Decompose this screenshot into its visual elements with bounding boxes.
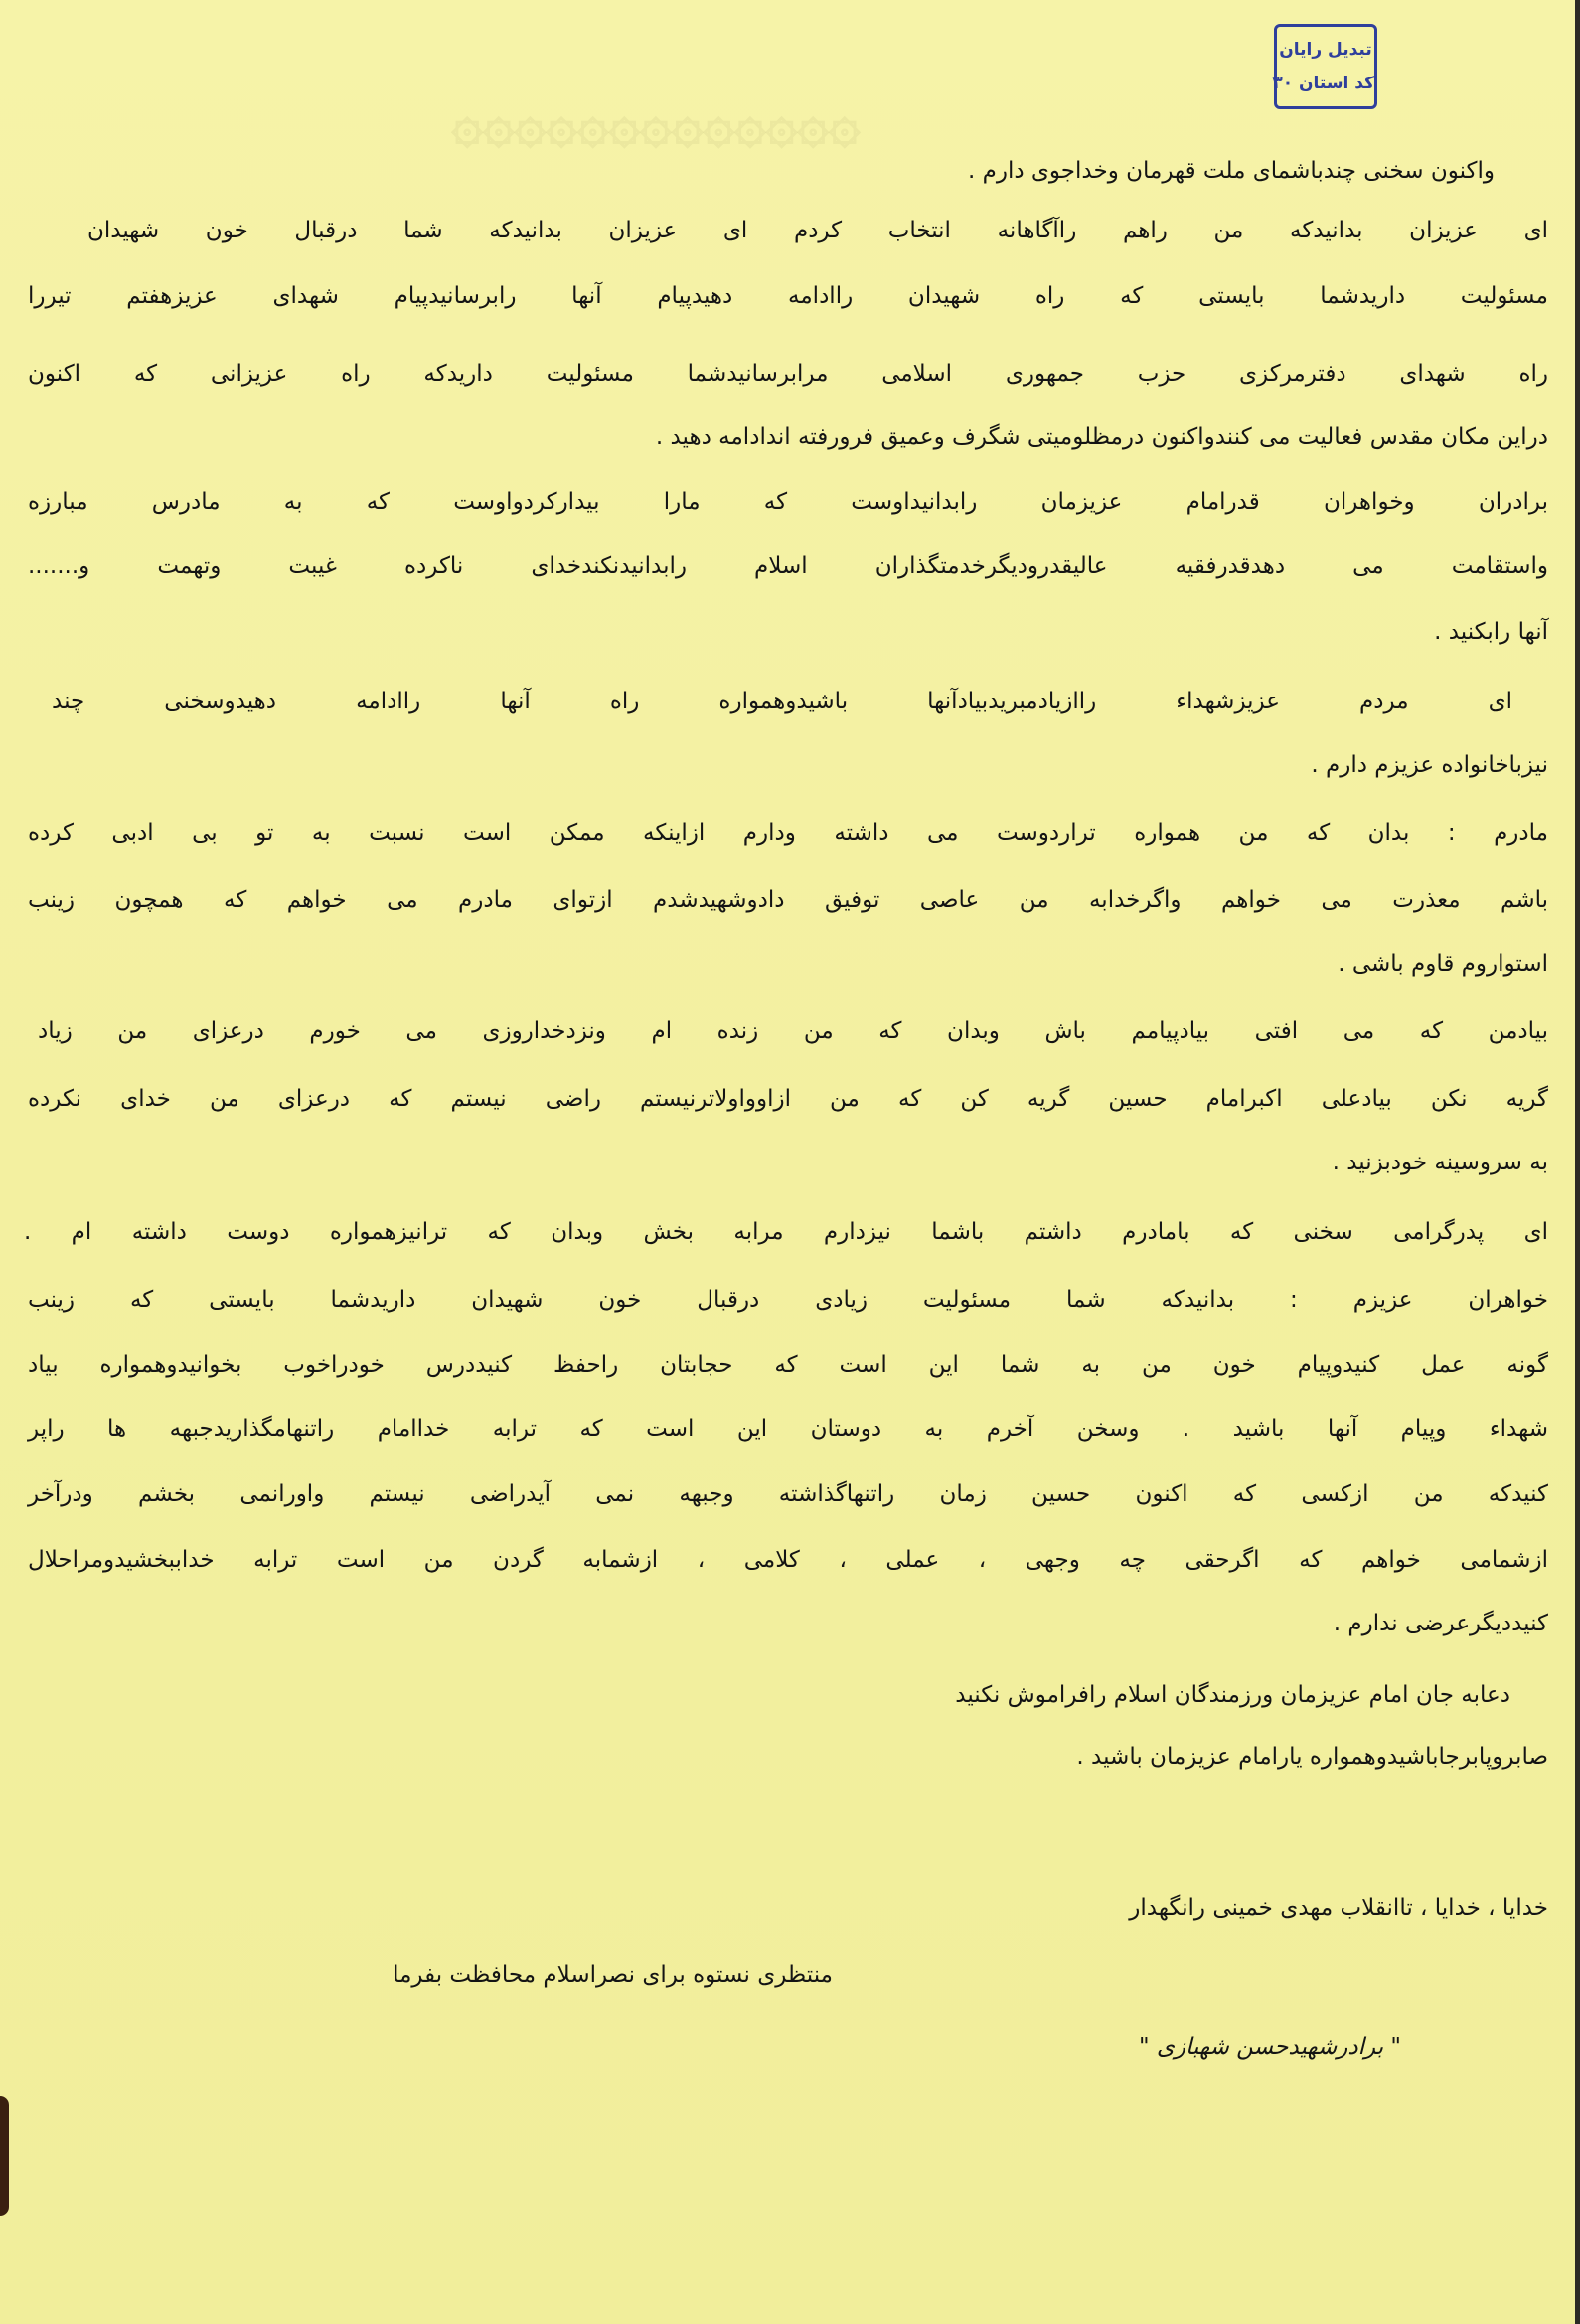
text-line: به سروسینه خودبزنید . bbox=[1332, 1150, 1548, 1175]
binding-mark bbox=[0, 2096, 9, 2216]
archive-stamp bbox=[1274, 24, 1377, 109]
text-line: شهداء وپیام آنها باشید . وسخن آخرم به دوستان این است که ترابه خداامام راتنهامگذاریدجبهه ها راپر bbox=[28, 1416, 1548, 1442]
text-line: برادران وخواهران قدرامام عزیزمان رابدانیداوست که مارا بیدارکردواوست که به مادرس مبارزه bbox=[28, 489, 1548, 515]
text-line: نیزباخانواده عزیزم دارم . bbox=[1311, 752, 1548, 778]
text-line: بیادمن که می افتی بیادپیامم باش وبدان که من زنده ام ونزدخداروزی می خورم درعزای من زیاد bbox=[38, 1018, 1548, 1044]
text-line: باشم معذرت می خواهم واگرخدابه من عاصی توفیق دادوشهیدشدم ازتوای مادرم می خواهم که همچون زینب bbox=[28, 887, 1548, 913]
closing-prayer-line: منتظری نستوه برای نصراسلام محافظت بفرما bbox=[393, 1962, 833, 1988]
text-line: راه شهدای دفترمرکزی حزب جمهوری اسلامی مرابرسانیدشما مسئولیت داریدکه راه عزیزانی که اکنون bbox=[28, 361, 1548, 387]
text-line: مسئولیت داریدشما بایستی که راه شهیدان راادامه دهیدپیام آنها رابرسانیدپیام شهدای عزیزهفتم تیررا bbox=[28, 283, 1548, 309]
faded-letterhead-watermark: ۞۞۞۞۞۞۞۞۞۞۞۞۞ bbox=[451, 91, 861, 154]
text-line: صابروپابرجاباشیدوهمواره یارامام عزیزمان باشید . bbox=[1076, 1744, 1548, 1770]
text-line: کنیددیگرعرضی ندارم . bbox=[1333, 1611, 1548, 1636]
text-line: ای پدرگرامی سخنی که بامادرم داشتم باشما نیزدارم مرابه بخش وبدان که ترانیزهمواره دوست داشته ام . bbox=[24, 1219, 1548, 1245]
text-line: کنیدکه من ازکسی که اکنون حسین زمان راتنهاگذاشته وجبهه نمی آیدراضی نیستم واورانمی بخشم ودرآخر bbox=[28, 1481, 1548, 1507]
scan-edge bbox=[1575, 0, 1580, 2324]
stamp-line-1: تبدیل رایان bbox=[1279, 40, 1372, 60]
text-line: دراین مکان مقدس فعالیت می کنندواکنون درمظلومیتی شگرف وعمیق فرورفته اندادامه دهید . bbox=[655, 424, 1548, 450]
closing-prayer-line: خدایا ، خدایا ، تاانقلاب مهدی خمینی رانگهدار bbox=[1129, 1895, 1548, 1921]
text-line: واستقامت می دهدقدرفقیه عالیقدرودیگرخدمتگذاران اسلام رابدانیدنکندخدای ناکرده غیبت وتهمت و....... bbox=[28, 553, 1548, 579]
text-line: واکنون سخنی چندباشمای ملت قهرمان وخداجوی دارم . bbox=[968, 158, 1495, 184]
text-line: ازشمامی خواهم که اگرحقی چه وجهی ، عملی ، کلامی ، ازشمابه گردن من است ترابه خداببخشیدومراحلال bbox=[28, 1547, 1548, 1573]
text-line: دعابه جان امام عزیزمان ورزمندگان اسلام رافراموش نکنید bbox=[955, 1682, 1510, 1708]
text-line: گریه نکن بیادعلی اکبرامام حسین گریه کن که من ازاوواولاترنیستم راضی نیستم که درعزای من خدای نکرده bbox=[28, 1086, 1548, 1112]
text-line: ای مردم عزیزشهداء راازیادمبریدبیادآنها باشیدوهمواره راه آنها راادامه دهیدوسخنی چند bbox=[52, 689, 1512, 714]
text-line: گونه عمل کنیدوپیام خون من به شما این است که حجابتان راحفظ کنیددرس خودراخوب بخوانیدوهمواره بیاد bbox=[28, 1352, 1548, 1378]
text-line: استواروم قاوم باشی . bbox=[1338, 951, 1548, 977]
text-line: خواهران عزیزم : بدانیدکه شما مسئولیت زیادی درقبال خون شهیدان داریدشما بایستی که زینب bbox=[28, 1287, 1548, 1313]
signature-name: " برادرشهیدحسن شهبازی " bbox=[1139, 2034, 1401, 2060]
text-line: آنها رابکنید . bbox=[1434, 619, 1548, 645]
stamp-line-2: کد استان ۳۰ bbox=[1272, 74, 1374, 93]
text-line: مادرم : بدان که من همواره تراردوست می داشته ودارم ازاینکه ممکن است نسبت به تو بی ادبی کرده bbox=[28, 820, 1548, 846]
text-line: ای عزیزان بدانیدکه من راهم راآگاهانه انتخاب کردم ای عزیزان بدانیدکه شما درقبال خون شهیدان bbox=[87, 218, 1548, 243]
